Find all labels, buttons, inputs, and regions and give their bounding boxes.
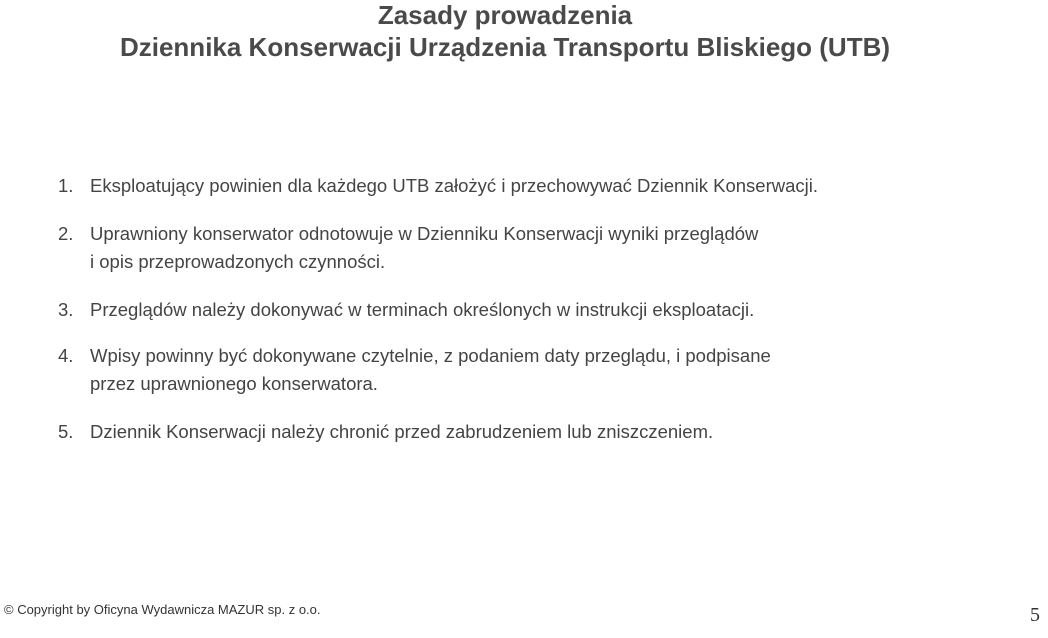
rule-item-2 — [58, 220, 958, 276]
rule-number: 1. — [58, 175, 74, 196]
rules-list — [58, 172, 958, 466]
rule-number: 2. — [58, 223, 74, 244]
rule-item-3 — [58, 296, 958, 324]
rule-text: Wpisy powinny być dokonywane czytelnie, z podaniem daty przeglądu, i podpisane przez uprawnionego konserwatora. — [90, 345, 771, 394]
page-title-line1: Zasady prowadzenia — [377, 0, 633, 30]
rule-text: Uprawniony konserwator odnotowuje w Dzienniku Konserwacji wyniki przeglądów i opis przeprowadzonych czynności. — [90, 223, 759, 272]
rule-text: Dziennik Konserwacji należy chronić przed zabrudzeniem lub zniszczeniem. — [90, 421, 714, 442]
rule-item-1 — [58, 172, 958, 200]
rule-text: Przeglądów należy dokonywać w terminach określonych w instrukcji eksploatacji. — [90, 299, 755, 320]
page-number: 5 — [1030, 604, 1040, 626]
rule-number: 4. — [58, 345, 74, 366]
rule-item-4 — [58, 342, 958, 398]
page-title-line2: Dziennika Konserwacji Urządzenia Transportu Bliskiego (UTB) — [119, 32, 891, 62]
rule-number: 3. — [58, 299, 74, 320]
rule-text: Eksploatujący powinien dla każdego UTB założyć i przechowywać Dziennik Konserwacji. — [90, 175, 819, 196]
copyright-notice: © Copyright by Oficyna Wydawnicza MAZUR sp. z o.o. — [4, 602, 321, 617]
rule-number: 5. — [58, 421, 74, 442]
rule-item-5 — [58, 418, 958, 446]
